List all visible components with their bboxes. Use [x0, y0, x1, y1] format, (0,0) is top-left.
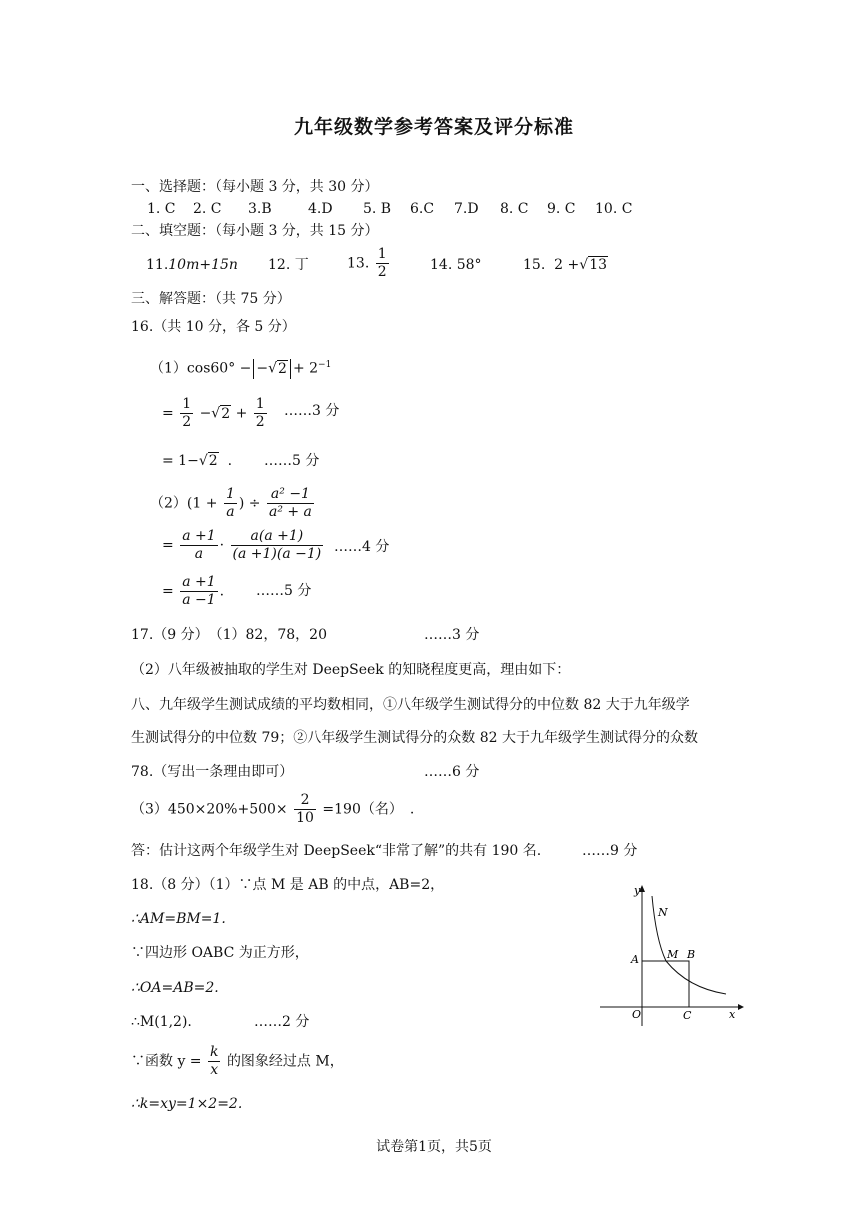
square-oabc — [642, 961, 689, 1007]
page-footer: 试卷第1页，共5页 — [376, 1139, 492, 1155]
q18-line5: ∴M(1,2). — [131, 1014, 192, 1030]
answer-6: 6.C — [410, 201, 435, 217]
q16-step1: = $\frac{1}{2}$ −√2 + $\frac{1}{2}$ — [162, 396, 265, 430]
point-a-label: A — [631, 953, 639, 966]
point-c-label: C — [683, 1009, 692, 1022]
answer-2: 2. C — [193, 201, 222, 217]
q17-line1-score: ……3 分 — [424, 627, 480, 643]
q17-line7: 答：估计这两个年级学生对 DeepSeek“非常了解”的共有 190 名. — [131, 843, 542, 859]
q17-line6: （3）450×20%+500× $\frac{2}{10}$ =190（名） . — [131, 792, 415, 826]
q16-step1-score: ……3 分 — [284, 403, 340, 419]
answer-5: 5. B — [363, 201, 392, 217]
q16-step3-score: ……4 分 — [334, 539, 390, 555]
fill-answer-11 — [146, 256, 238, 274]
q17-line5-score: ……6 分 — [424, 764, 480, 780]
q16-part2-expr: （2）(1 + $\frac{1}{a}$ ) ÷ $\frac{\text{a² −1}}{\text{a² + a}}$ — [150, 486, 312, 520]
answer-13-fraction: $\frac{1}{2}$ — [377, 246, 387, 280]
answer-11-label: 11. — [146, 257, 169, 273]
answer-10: 10. C — [595, 201, 633, 217]
fill-answer-12: 12. 丁 — [268, 257, 309, 273]
q16-part1-expr: $(1)\cos 60^\circ - -√2 + 2^{-1}$ — [150, 360, 332, 377]
answer-1: 1. C — [147, 201, 176, 217]
fill-answer-13 — [347, 246, 391, 281]
q17-line1: 17.（9 分） （1）82，78，20 — [131, 627, 327, 643]
q17-line3: 八、九年级学生测试成绩的平均数相同，①八年级学生测试得分的中位数 82 大于九年级学 — [131, 697, 690, 713]
q18-line7: ∴k=xy=1×2=2. — [131, 1096, 243, 1112]
q17-line4: 生测试得分的中位数 79；②八年级学生测试得分的众数 82 大于九年级学生测试得分的众数 — [131, 730, 698, 746]
section1-header: 一、选择题：（每小题 3 分，共 30 分） — [131, 179, 379, 195]
q18-line6: ∵函数 y = $\frac{k}{x}$ 的图象经过点 M， — [131, 1044, 344, 1078]
sqrt-symbol: √ — [579, 257, 589, 273]
q18-line3: ∵四边形 OABC 为正方形， — [131, 945, 309, 961]
q16-header: 16.（共 10 分，各 5 分） — [131, 319, 296, 335]
q18-line4: ∴OA=AB=2. — [131, 980, 219, 996]
choice-answers — [147, 200, 632, 218]
q16-step2: = 1−√2 . — [162, 453, 233, 469]
q18-line2: ∴AM=BM=1. — [131, 911, 226, 927]
q16-step4-score: ……5 分 — [256, 583, 312, 599]
fill-answer-14: 14. 58° — [430, 257, 482, 273]
page-title: 九年级数学参考答案及评分标准 — [293, 116, 574, 138]
fill-answer-15: 15. 2 +√13 — [523, 257, 608, 273]
q17-line2: （2）八年级被抽取的学生对 DeepSeek 的知晓程度更高，理由如下： — [131, 662, 571, 678]
q16-step2-score: ……5 分 — [264, 453, 320, 469]
x-label: x — [729, 1008, 736, 1021]
function-graph — [598, 880, 748, 1030]
q17-line7-score: ……9 分 — [582, 843, 638, 859]
section2-header: 二、填空题：（每小题 3 分，共 15 分） — [131, 223, 379, 239]
q16-step3: = $\frac{a +1}{a}$ · $\frac{a(a +1)}{(a +1)(a -1)}$ — [162, 528, 322, 562]
answer-8: 8. C — [500, 201, 529, 217]
section3-header: 三、解答题：（共 75 分） — [131, 291, 291, 307]
y-label: y — [634, 884, 641, 897]
q18-line1: 18.（8 分）（1）∵点 M 是 AB 的中点，AB=2， — [131, 877, 445, 893]
point-n-label: N — [658, 906, 668, 919]
answer-7: 7.D — [454, 201, 479, 217]
q16-step4: = $\frac{a +1}{a -1}$ . — [162, 574, 225, 608]
q17-line5: 78.（写出一条理由即可） — [131, 764, 294, 780]
point-m-label: M — [667, 948, 679, 961]
answer-11-value: 10m+15n — [168, 257, 238, 273]
point-b-label: B — [687, 948, 696, 961]
answer-13-label: 13. — [347, 255, 370, 272]
answer-4: 4.D — [308, 201, 333, 217]
q18-line5-score: ……2 分 — [254, 1014, 310, 1030]
answer-3: 3.B — [248, 201, 272, 217]
answer-9: 9. C — [547, 201, 576, 217]
x-axis-arrow — [738, 1004, 744, 1010]
origin-label: O — [632, 1008, 642, 1021]
